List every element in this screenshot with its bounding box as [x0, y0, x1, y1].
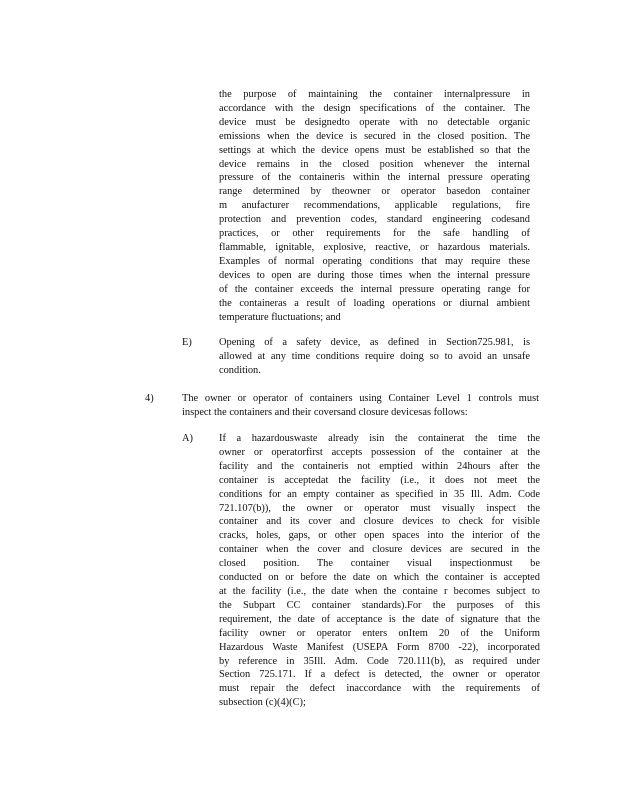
text-line: device remains in the closed position whenever the internal — [219, 158, 530, 170]
text-line: at the facility (i.e., the date when the containe r becomes subject to — [219, 585, 540, 597]
text-line: accordance with the design specifications of the container. The — [219, 102, 530, 114]
text-line: conditions for an empty container as specified in 35 Ill. Adm. Code — [219, 488, 540, 500]
text-line: protection and prevention codes, standard engineering codesand — [219, 214, 530, 226]
text-line: conducted on or before the date on which the container is accepted — [219, 572, 540, 584]
continuation-paragraph — [219, 88, 530, 324]
text-line: facility owner or operator enters onItem 20 of the Uniform — [219, 627, 540, 639]
text-line: device must be designedto operate with no detectable organic — [219, 116, 530, 128]
text-line: Section 725.171. If a defect is detected, the owner or operator — [219, 669, 540, 681]
text-line: by reference in 35Ill. Adm. Code 720.111(b), as required under — [219, 655, 540, 667]
text-line: range determined by theowner or operator basedon container — [219, 186, 530, 198]
text-line: allowed at any time conditions require doing so to avoid an unsafe — [219, 350, 530, 362]
text-line: the containeras a result of loading operations or diurnal ambient — [219, 297, 530, 309]
item-e-paragraph — [219, 336, 530, 378]
text-line: subsection (c)(4)(C); — [219, 697, 306, 709]
text-line: container when the cover and closure devices are secured in the — [219, 544, 540, 556]
text-line: must repair the defect inaccordance with the requirements of — [219, 683, 540, 695]
text-line: the Subpart CC container standards).For the purposes of this — [219, 599, 540, 611]
text-line: devices to open are during those times when the internal pressure — [219, 269, 530, 281]
item-e-label: E) — [182, 337, 192, 348]
text-line: practices, or other requirements for the safe handling of — [219, 228, 530, 240]
text-line: Hazardous Waste Manifest (USEPA Form 8700 -22), incorporated — [219, 641, 540, 653]
text-line: settings at which the device opens must be established so that the — [219, 144, 530, 156]
text-line: requirement, the date of acceptance is the date of signature that the — [219, 613, 540, 625]
text-line: container is acceptedat the facility (i.e., it does not meet the — [219, 474, 540, 486]
item-a-label: A) — [182, 433, 193, 444]
text-line: of the container exceeds the internal pressure operating range for — [219, 283, 530, 295]
text-line: Examples of normal operating conditions that may require these — [219, 255, 530, 267]
text-line: inspect the containers and their coversand closure devicesas follows: — [182, 406, 468, 418]
text-line: owner or operatorfirst accepts possession of the container at the — [219, 446, 540, 458]
item-4-label: 4) — [145, 393, 154, 404]
text-line: facility and the containeris not emptied within 24hours after the — [219, 460, 540, 472]
text-line: 721.107(b)), the owner or operator must visually inspect the — [219, 502, 540, 514]
text-line: closed position. The container visual inspectionmust be — [219, 558, 540, 570]
text-line: pressure of the containeris within the internal pressure operating — [219, 172, 530, 184]
text-line: condition. — [219, 364, 261, 376]
text-line: container and its cover and closure devices to check for visible — [219, 516, 540, 528]
text-line: Opening of a safety device, as defined in Section725.981, is — [219, 337, 530, 348]
text-line: temperature fluctuations; and — [219, 311, 341, 323]
text-line: the purpose of maintaining the container internalpressure in — [219, 89, 530, 100]
item-a-paragraph — [219, 432, 540, 710]
text-line: flammable, ignitable, explosive, reactive, or hazardous materials. — [219, 241, 530, 253]
text-line: cracks, holes, gaps, or other open spaces into the interior of the — [219, 530, 540, 542]
text-line: If a hazardouswaste already isin the containerat the time the — [219, 433, 540, 444]
text-line: emissions when the device is secured in the closed position. The — [219, 130, 530, 142]
text-line: m anufacturer recommendations, applicable regulations, fire — [219, 200, 530, 212]
item-4-paragraph — [182, 392, 539, 420]
text-line: The owner or operator of containers using Container Level 1 controls must — [182, 393, 539, 404]
